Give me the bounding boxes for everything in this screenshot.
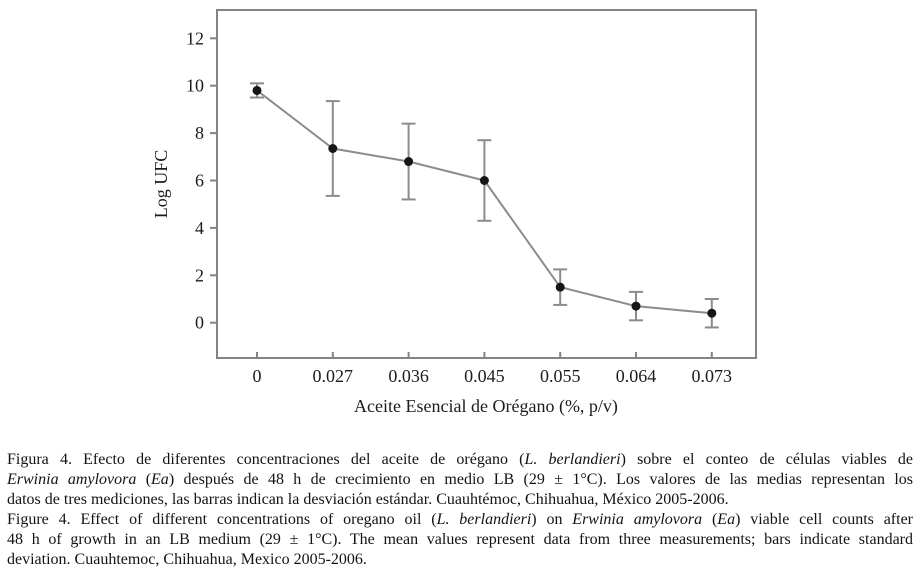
caption-text: 48 h of growth in an LB medium (29 ± 1°C). The mean values represent data from three measurements; bars indicate standard [7, 531, 913, 548]
caption-italic-text: L. berlandieri [436, 511, 532, 528]
figure-caption [7, 450, 913, 570]
caption-line [7, 550, 913, 570]
y-tick-label: 10 [186, 75, 204, 96]
caption-italic-text: Ea [151, 471, 169, 488]
x-tick-label: 0.073 [691, 366, 733, 386]
caption-line [7, 470, 913, 490]
data-point [707, 309, 716, 318]
caption-text: ( [136, 471, 152, 488]
caption-italic-text: Erwinia amylovora [572, 511, 703, 528]
x-tick-label: 0 [252, 366, 262, 386]
x-tick-label: 0.036 [388, 366, 429, 386]
caption-text: datos de tres mediciones, las barras indican la desviación estándar. Cuauhtémoc, Chihuahua, México 2005-2006. [7, 491, 729, 508]
y-tick-label: 12 [186, 28, 204, 49]
x-axis-title: Aceite Esencial de Orégano (%, p/v) [354, 396, 618, 416]
x-tick-label: 0.055 [539, 366, 581, 386]
y-axis-title: Log UFC [151, 149, 171, 219]
caption-text: ) después de 48 h de crecimiento en medio LB (29 ± 1°C). Los valores de las medias representan los [168, 471, 913, 488]
y-tick-label: 2 [195, 265, 204, 286]
y-tick-label: 4 [195, 217, 204, 238]
x-tick-label: 0.027 [312, 366, 354, 386]
caption-text: ) viable cell counts after [735, 511, 914, 528]
caption-italic-text: Ea [717, 511, 736, 528]
data-point [632, 302, 641, 311]
caption-text: deviation. Cuauhtemoc, Chihuahua, Mexico 2005-2006. [7, 551, 367, 568]
y-tick-label: 8 [195, 123, 204, 144]
caption-line [7, 450, 913, 470]
data-point [328, 144, 337, 153]
caption-line [7, 490, 913, 510]
caption-italic-text: L. berlandieri [524, 451, 621, 468]
caption-line [7, 510, 913, 530]
caption-text: ) on [531, 511, 573, 528]
data-point [480, 176, 489, 185]
x-tick-label: 0.045 [464, 366, 505, 386]
caption-text: Figura 4. Efecto de diferentes concentraciones del aceite de orégano ( [7, 451, 525, 468]
y-tick-label: 0 [195, 312, 204, 333]
caption-text: Figure 4. Effect of different concentrations of oregano oil ( [7, 511, 437, 528]
x-tick-label: 0.064 [615, 366, 657, 386]
caption-text: ) sobre el conteo de células viables de [620, 451, 914, 468]
data-point [404, 157, 413, 166]
caption-italic-text: Erwinia amylovora [7, 471, 137, 488]
plot-area [186, 10, 756, 386]
data-point [556, 283, 565, 292]
caption-line [7, 530, 913, 550]
caption-text: ( [702, 511, 718, 528]
data-point [253, 86, 262, 95]
y-tick-label: 6 [195, 170, 204, 191]
